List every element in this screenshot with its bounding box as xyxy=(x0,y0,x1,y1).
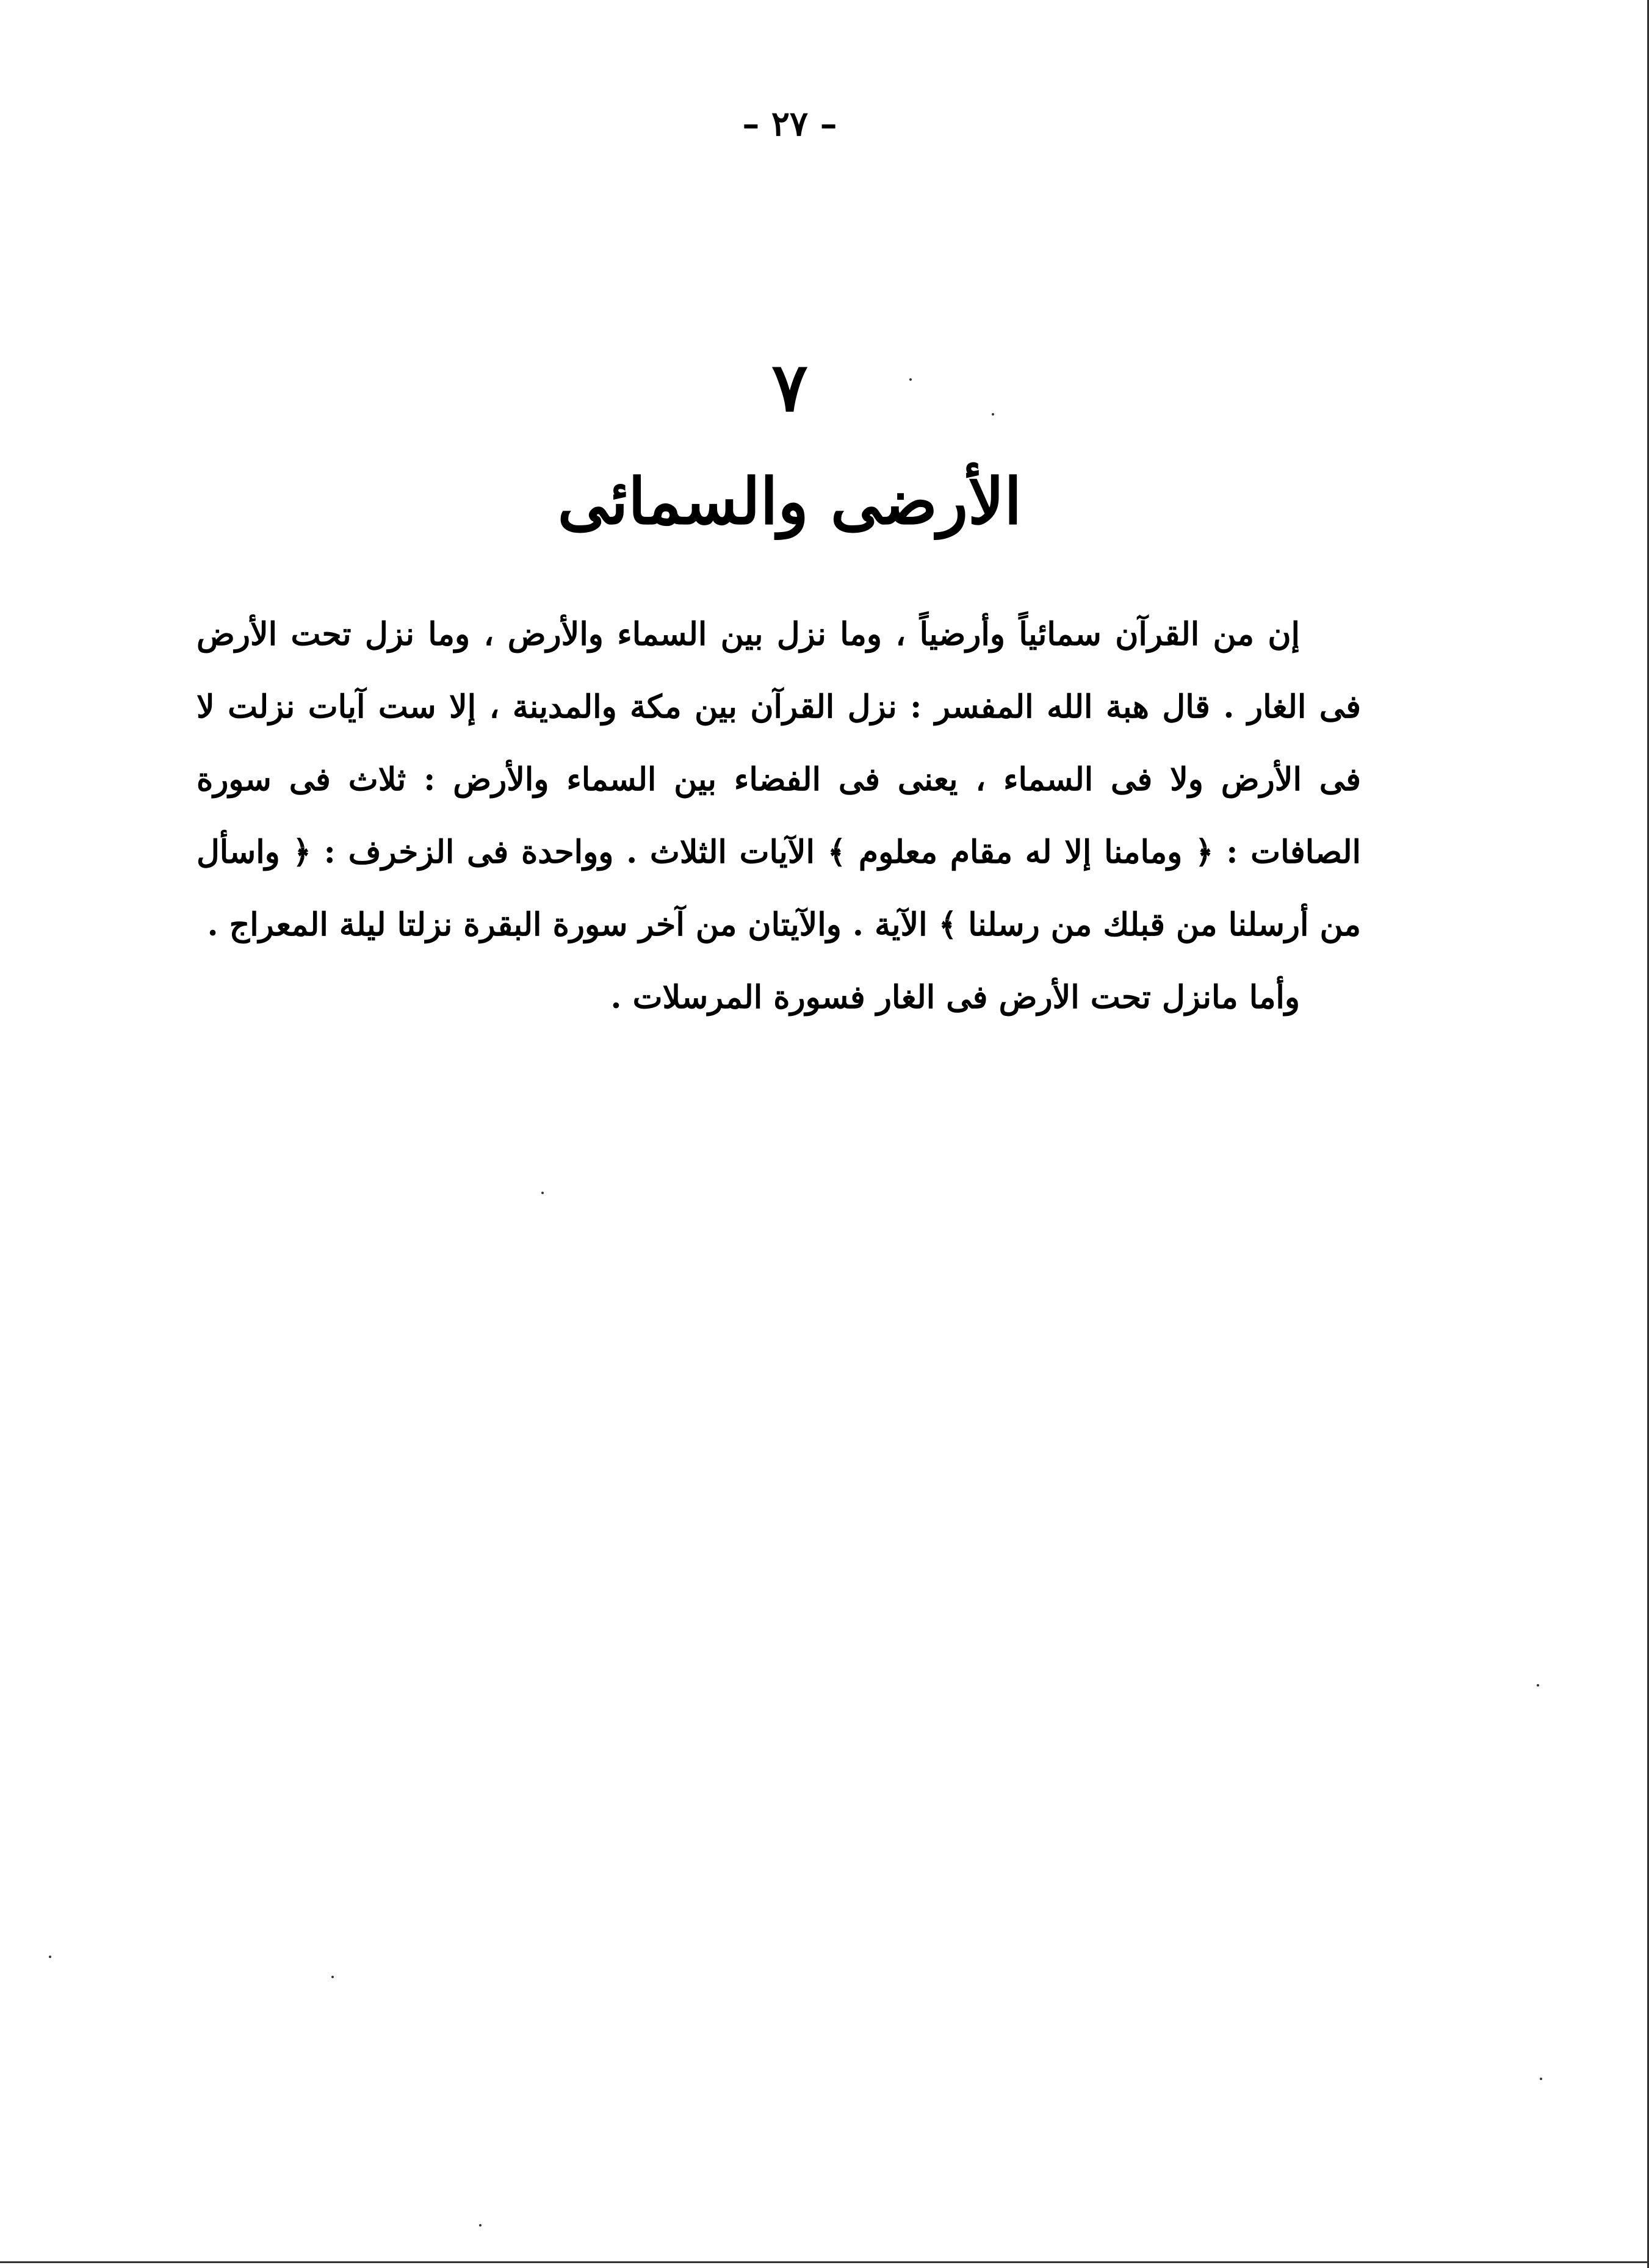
scan-edge-bottom xyxy=(0,2261,1649,2263)
scan-speck xyxy=(331,1976,334,1978)
scan-speck xyxy=(909,378,912,381)
page-number: – ٢٧ – xyxy=(742,104,837,144)
paragraph-1: إن من القرآن سمائياً وأرضياً ، وما نزل بين السماء والأرض ، وما نزل تحت الأرض فى الغار . قال هبة الله المفسر : نزل القرآن بين مكة والمدينة ، إلا ست آيات نزلت لا فى الأرض ولا فى السماء ، يعنى فى الفضاء بين السماء والأرض : ثلاث فى سورة الصافات : ﴿ ومامنا إلا له مقام معلوم ﴾ الآيات الثلاث . وواحدة فى الزخرف : ﴿ واسأل من أرسلنا من قبلك من رسلنا ﴾ الآية . والآيتان من آخر سورة البقرة نزلتا ليلة المعراج . xyxy=(197,616,1361,943)
scan-speck xyxy=(1537,1684,1539,1687)
chapter-title: الأرضى والسمائى xyxy=(557,464,1022,539)
scan-speck xyxy=(992,413,994,416)
scan-speck xyxy=(541,1192,544,1194)
scan-speck xyxy=(479,2224,482,2227)
scan-speck xyxy=(1540,2078,1542,2080)
chapter-number: ٧ xyxy=(771,348,808,427)
chapter-body xyxy=(197,598,1361,1034)
scan-speck xyxy=(49,1956,51,1958)
paragraph-2: وأما مانزل تحت الأرض فى الغار فسورة المرسلات . xyxy=(610,979,1300,1016)
